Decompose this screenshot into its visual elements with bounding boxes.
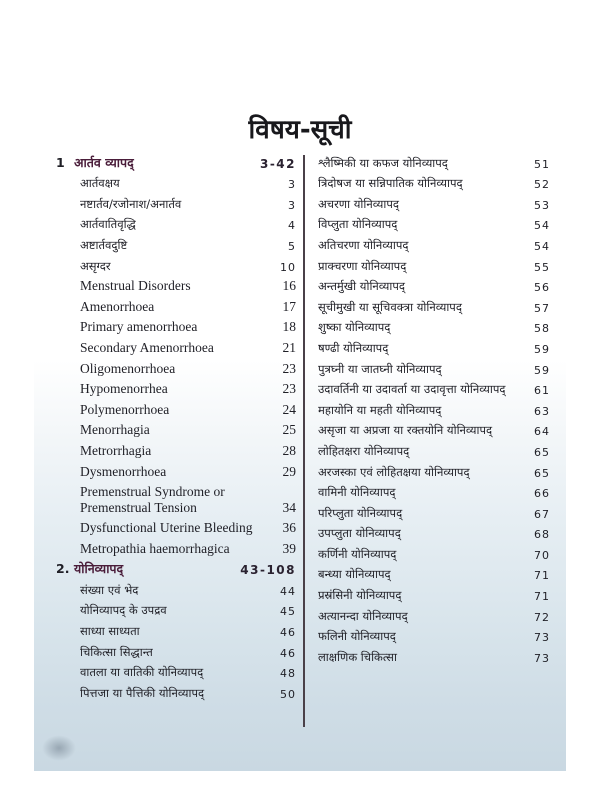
toc-entry — [318, 521, 550, 542]
page-number: 46 — [280, 626, 296, 640]
entry-label: अष्टार्तवदुष्टि — [80, 237, 128, 252]
page-number: 54 — [534, 239, 550, 253]
entry-label: Polymenorrhoea — [80, 401, 170, 417]
entry-label: Primary amenorrhoea — [80, 319, 198, 335]
entry-label: Dysfunctional Uterine Bleeding — [80, 520, 253, 536]
toc-entry — [318, 274, 550, 295]
page-number: 54 — [534, 219, 550, 233]
toc-entry — [56, 480, 296, 516]
toc-entry — [318, 150, 550, 171]
toc-entry — [56, 335, 296, 356]
toc-entry — [318, 459, 550, 480]
entry-label: नष्टार्तव/रजोनाश/अनार्तव — [80, 196, 182, 211]
page-number: 64 — [534, 425, 550, 439]
page-number: 53 — [534, 198, 550, 212]
entry-label: श्लैष्मिकी या कफज योनिव्यापद् — [318, 155, 448, 170]
section-number: 2. — [56, 561, 70, 577]
page-number: 17 — [282, 298, 296, 314]
entry-label: कर्णिनी योनिव्यापद् — [318, 546, 397, 561]
entry-label: परिप्लुता योनिव्यापद् — [318, 505, 403, 520]
section-title: आर्तव व्यापद् — [74, 154, 134, 170]
entry-label: Dysmenorrhoea — [80, 463, 167, 479]
page-number: 34 — [282, 499, 296, 515]
page-number: 45 — [280, 605, 296, 619]
page-number: 23 — [282, 360, 296, 376]
toc-entry — [318, 418, 550, 439]
toc-entry — [56, 660, 296, 681]
toc-entry — [56, 191, 296, 212]
toc-entry — [318, 356, 550, 377]
page-number: 73 — [534, 631, 550, 645]
page-number: 4 — [288, 219, 296, 233]
page-number: 39 — [282, 540, 296, 556]
entry-label: महायोनि या महती योनिव्यापद् — [318, 402, 442, 417]
entry-label: प्रस्रंसिनी योनिव्यापद् — [318, 588, 402, 603]
entry-label: वातला या वातिकी योनिव्यापद् — [80, 665, 204, 680]
entry-label: विप्लुता योनिव्यापद् — [318, 217, 398, 232]
page-number: 52 — [534, 178, 550, 192]
page-number: 65 — [534, 466, 550, 480]
page-number: 23 — [282, 381, 296, 397]
toc-entry — [318, 541, 550, 562]
page-smudge — [42, 735, 76, 761]
toc-left-column — [56, 150, 296, 701]
page-number: 5 — [288, 239, 296, 253]
toc-entry — [318, 480, 550, 501]
toc-entry — [318, 397, 550, 418]
entry-label: Premenstrual Syndrome or Premenstrual Tension — [80, 483, 225, 515]
entry-label: उपप्लुता योनिव्यापद् — [318, 526, 401, 541]
page-number: 55 — [534, 260, 550, 274]
entry-label: योनिव्यापद् के उपद्रव — [80, 603, 167, 618]
entry-label: शुष्का योनिव्यापद् — [318, 320, 391, 335]
page-number: 68 — [534, 528, 550, 542]
toc-section-heading — [56, 557, 296, 578]
entry-label: अतिचरणा योनिव्यापद् — [318, 237, 409, 252]
column-divider — [303, 155, 305, 727]
entry-label: Amenorrhoea — [80, 298, 155, 314]
toc-entry — [56, 536, 296, 557]
page-number: 18 — [282, 319, 296, 335]
page-number: 71 — [534, 569, 550, 583]
entry-label: Menorrhagia — [80, 422, 150, 438]
entry-label: असृजा या अप्रजा या रक्तयोनि योनिव्यापद् — [318, 423, 493, 438]
section-number: 1 — [56, 154, 65, 170]
entry-label: चिकित्सा सिद्धान्त — [80, 644, 153, 659]
entry-label: Metropathia haemorrhagica — [80, 540, 230, 556]
toc-entry — [318, 438, 550, 459]
toc-entry — [318, 562, 550, 583]
page-number: 24 — [282, 401, 296, 417]
toc-entry — [318, 644, 550, 665]
entry-label: आर्तवक्षय — [80, 176, 120, 191]
page-number: 63 — [534, 404, 550, 418]
page-number: 65 — [534, 445, 550, 459]
entry-label: आर्तवातिवृद्धि — [80, 217, 136, 232]
page-number: 29 — [282, 463, 296, 479]
entry-label: संख्या एवं भेद — [80, 582, 139, 597]
entry-label: अचरणा योनिव्यापद् — [318, 196, 399, 211]
page-range: 43-108 — [240, 563, 296, 578]
toc-section-heading — [56, 150, 296, 171]
toc-entry — [318, 171, 550, 192]
entry-label: लोहितक्षरा योनिव्यापद् — [318, 443, 410, 458]
toc-entry — [318, 191, 550, 212]
toc-entry — [318, 232, 550, 253]
toc-entry — [56, 577, 296, 598]
entry-label: Hypomenorrhea — [80, 381, 168, 397]
entry-label: Oligomenorrhoea — [80, 360, 176, 376]
toc-entry — [56, 639, 296, 660]
page-number: 61 — [534, 384, 550, 398]
toc-entry — [56, 315, 296, 336]
toc-entry — [318, 377, 550, 398]
toc-entry — [56, 598, 296, 619]
page-number: 3 — [288, 178, 296, 192]
page-number: 58 — [534, 322, 550, 336]
toc-entry — [318, 582, 550, 603]
toc-entry — [56, 356, 296, 377]
entry-label: पुत्रघ्नी या जातघ्नी योनिव्यापद् — [318, 361, 442, 376]
page-number: 3 — [288, 198, 296, 212]
entry-label: पित्तजा या पैत्तिकी योनिव्यापद् — [80, 685, 205, 700]
page-number: 67 — [534, 507, 550, 521]
entry-label: अत्यानन्दा योनिव्यापद् — [318, 608, 408, 623]
entry-label: त्रिदोषज या सन्निपातिक योनिव्यापद् — [318, 176, 463, 191]
toc-entry — [56, 294, 296, 315]
entry-label: अन्तर्मुखी योनिव्यापद् — [318, 279, 406, 294]
entry-label: Secondary Amenorrhoea — [80, 339, 214, 355]
toc-entry — [56, 253, 296, 274]
page-number: 59 — [534, 342, 550, 356]
toc-entry — [318, 253, 550, 274]
toc-entry — [56, 680, 296, 701]
toc-entry — [318, 294, 550, 315]
toc-entry — [56, 232, 296, 253]
toc-entry — [318, 624, 550, 645]
entry-label: असृग्दर — [80, 258, 111, 273]
entry-label: षण्ढी योनिव्यापद् — [318, 340, 389, 355]
entry-label: फलिनी योनिव्यापद् — [318, 629, 396, 644]
toc-right-column — [318, 150, 550, 665]
entry-label: उदावर्तिनी या उदावर्ता या उदावृत्ता योनिव्यापद् — [318, 382, 506, 397]
page-number: 46 — [280, 646, 296, 660]
entry-label: Menstrual Disorders — [80, 278, 191, 294]
page-number: 51 — [534, 157, 550, 171]
page-number: 59 — [534, 363, 550, 377]
page-number: 56 — [534, 281, 550, 295]
toc-entry — [56, 459, 296, 480]
page-number: 21 — [282, 339, 296, 355]
page-range: 3-42 — [259, 156, 296, 171]
page-number: 28 — [282, 442, 296, 458]
toc-entry — [56, 212, 296, 233]
page-number: 72 — [534, 610, 550, 624]
entry-label: साध्या साध्यता — [80, 624, 140, 639]
entry-label: Metrorrhagia — [80, 442, 152, 458]
toc-entry — [56, 274, 296, 295]
toc-entry — [56, 397, 296, 418]
page-title: विषय-सूची — [248, 115, 352, 145]
page-number: 66 — [534, 487, 550, 501]
toc-entry — [56, 516, 296, 537]
page-number: 16 — [282, 278, 296, 294]
page-number: 73 — [534, 651, 550, 665]
toc-entry — [318, 500, 550, 521]
toc-entry — [318, 603, 550, 624]
entry-label: प्राक्चरणा योनिव्यापद् — [318, 258, 407, 273]
entry-label: बन्ध्या योनिव्यापद् — [318, 567, 391, 582]
entry-label: अरजस्का एवं लोहितक्षया योनिव्यापद् — [318, 464, 470, 479]
toc-entry — [56, 171, 296, 192]
page-number: 25 — [282, 422, 296, 438]
toc-entry — [56, 377, 296, 398]
page-number: 48 — [280, 667, 296, 681]
toc-entry — [318, 335, 550, 356]
entry-label: सूचीमुखी या सूचिवक्त्रा योनिव्यापद् — [318, 299, 462, 314]
page-number: 50 — [280, 687, 296, 701]
toc-entry — [56, 438, 296, 459]
page-number: 57 — [534, 301, 550, 315]
page-number: 71 — [534, 590, 550, 604]
entry-label: वामिनी योनिव्यापद् — [318, 485, 396, 500]
page-number: 36 — [282, 520, 296, 536]
page-number: 70 — [534, 548, 550, 562]
toc-entry — [318, 212, 550, 233]
entry-label: लाक्षणिक चिकित्सा — [318, 649, 397, 664]
toc-entry — [318, 315, 550, 336]
page-number: 44 — [280, 584, 296, 598]
toc-entry — [56, 418, 296, 439]
toc-entry — [56, 618, 296, 639]
section-title: योनिव्यापद् — [74, 561, 124, 577]
page-number: 10 — [280, 260, 296, 274]
